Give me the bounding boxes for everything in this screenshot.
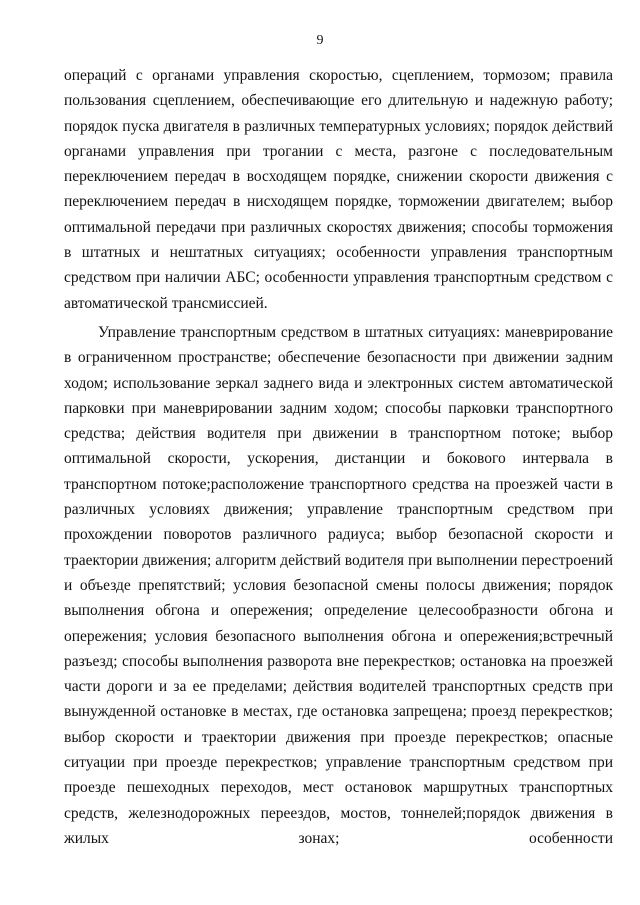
page-number: 9 bbox=[316, 33, 324, 48]
document-body bbox=[64, 63, 613, 851]
paragraph-controls-usage: операций с органами управления скоростью, сцеплением, тормозом; правила пользования сцеплением, обеспечивающие его длительную и надежную работу; порядок пуска двигателя в различных температурных условиях; порядок действий органами управления при трогании с места, разгоне с последовательным переключением передач в восходящем порядке, снижении скорости движения с переключением передач в нисходящем порядке, торможении двигателем; выбор оптимальной передачи при различных скоростях движения; способы торможения в штатных и нештатных ситуациях; особенности управления транспортным средством при наличии АБС; особенности управления транспортным средством с автоматической трансмиссией. bbox=[64, 67, 613, 312]
paragraph-normal-situations: Управление транспортным средством в штатных ситуациях: маневрирование в ограниченном пространстве; обеспечение безопасности при движении задним ходом; использование зеркал заднего вида и электронных систем автоматической парковки при маневрировании задним ходом; способы парковки транспортного средства; действия водителя при движении в транспортном потоке; выбор оптимальной скорости, ускорения, дистанции и бокового интервала в транспортном потоке;расположение транспортного средства на проезжей части в различных условиях движения; управление транспортным средством при прохождении поворотов различного радиуса; выбор безопасной скорости и траектории движения; алгоритм действий водителя при выполнении перестроений и объезде препятствий; условия безопасной смены полосы движения; порядок выполнения обгона и опережения; определение целесообразности обгона и опережения; условия безопасного выполнения обгона и опережения;встречный разъезд; способы выполнения разворота вне перекрестков; остановка на проезжей части дороги и за ее пределами; действия водителей транспортных средств при вынужденной остановке в местах, где остановка запрещена; проезд перекрестков; выбор скорости и траектории движения при проезде перекрестков; опасные ситуации при проезде перекрестков; управление транспортным средством при проезде пешеходных переходов, мест остановок маршрутных транспортных средств, железнодорожных переездов, мостов, тоннелей;порядок движения в жилых зонах; особенности bbox=[64, 323, 613, 847]
